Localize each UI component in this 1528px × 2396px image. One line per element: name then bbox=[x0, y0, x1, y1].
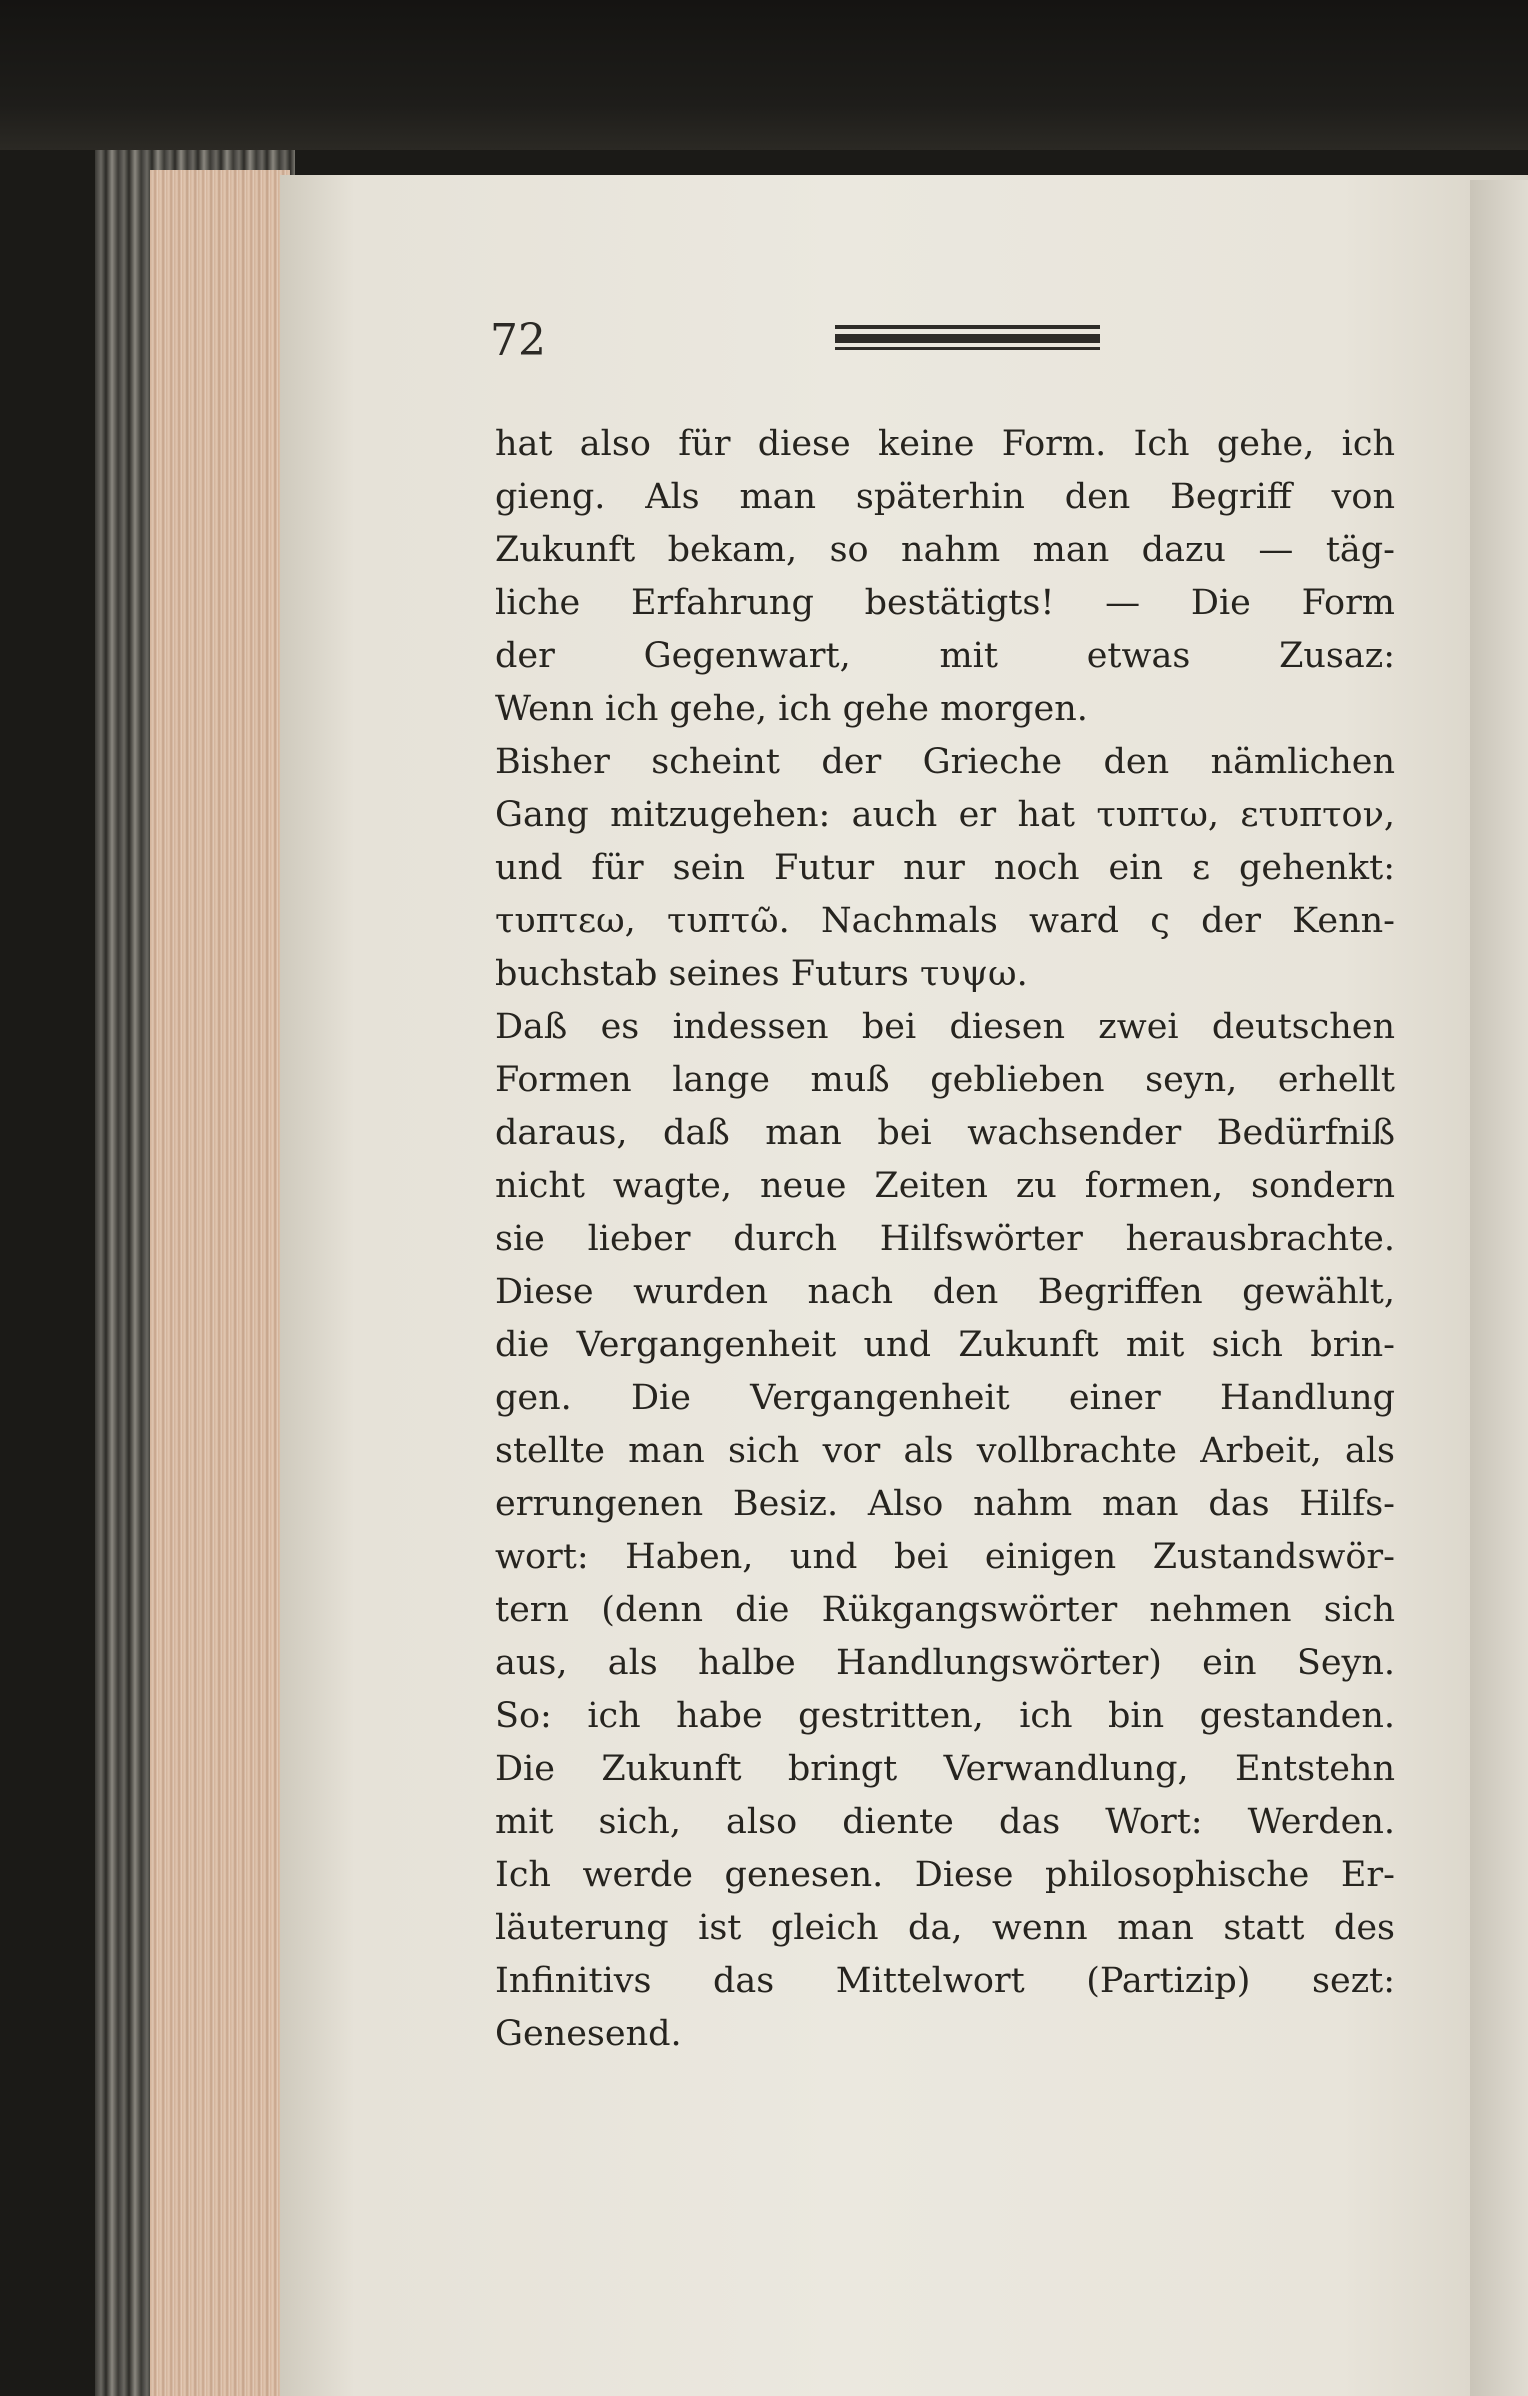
text-line: wort: Haben, und bei einigen Zustandswör- bbox=[495, 1537, 1395, 1577]
text-line: mit sich, also diente das Wort: Werden. bbox=[495, 1802, 1395, 1842]
text-line: stellte man sich vor als vollbrachte Arbeit, als bbox=[495, 1431, 1395, 1471]
text-line: Formen lange muß geblieben seyn, erhellt bbox=[495, 1060, 1395, 1100]
facing-page-edge bbox=[1470, 180, 1528, 2396]
page-stack-edges bbox=[150, 170, 290, 2396]
text-line: liche Erfahrung bestätigts! — Die Form bbox=[495, 583, 1395, 623]
text-line: errungenen Besiz. Also nahm man das Hilfs- bbox=[495, 1484, 1395, 1524]
text-line: Infinitivs das Mittelwort (Partizip) sezt: bbox=[495, 1961, 1395, 2001]
body-text bbox=[495, 418, 1395, 2061]
text-line: Wenn ich gehe, ich gehe morgen. bbox=[495, 689, 1088, 729]
text-line: aus, als halbe Handlungswörter) ein Seyn. bbox=[495, 1643, 1395, 1683]
text-line: daraus, daß man bei wachsender Bedürfniß bbox=[495, 1113, 1395, 1153]
text-line: Daß es indessen bei diesen zwei deutschen bbox=[495, 1007, 1395, 1047]
text-line: der Gegenwart, mit etwas Zusaz: bbox=[495, 636, 1395, 676]
text-line: Ich werde genesen. Diese philosophische Er- bbox=[495, 1855, 1395, 1895]
text-line: Gang mitzugehen: auch er hat τυπτω, ετυπτον, bbox=[495, 795, 1395, 835]
text-line: τυπτεω, τυπτῶ. Nachmals ward ς der Kenn- bbox=[495, 901, 1395, 941]
header-ornament-rule bbox=[835, 325, 1100, 353]
text-line: nicht wagte, neue Zeiten zu formen, sondern bbox=[495, 1166, 1395, 1206]
text-line: gieng. Als man späterhin den Begriff von bbox=[495, 477, 1395, 517]
text-line: die Vergangenheit und Zukunft mit sich brin- bbox=[495, 1325, 1395, 1365]
page-number: 72 bbox=[490, 315, 546, 366]
text-line: gen. Die Vergangenheit einer Handlung bbox=[495, 1378, 1395, 1418]
text-line: Die Zukunft bringt Verwandlung, Entstehn bbox=[495, 1749, 1395, 1789]
text-line: Diese wurden nach den Begriffen gewählt, bbox=[495, 1272, 1395, 1312]
page-header bbox=[490, 315, 1090, 365]
text-line: buchstab seines Futurs τυψω. bbox=[495, 954, 1028, 994]
text-line: tern (denn die Rükgangswörter nehmen sich bbox=[495, 1590, 1395, 1630]
text-line: Genesend. bbox=[495, 2014, 682, 2054]
scan-background bbox=[0, 0, 1528, 150]
text-line: und für sein Futur nur noch ein ε gehenkt: bbox=[495, 848, 1395, 888]
text-line: Bisher scheint der Grieche den nämlichen bbox=[495, 742, 1395, 782]
text-line: So: ich habe gestritten, ich bin gestanden. bbox=[495, 1696, 1395, 1736]
text-line: läuterung ist gleich da, wenn man statt des bbox=[495, 1908, 1395, 1948]
text-line: Zukunft bekam, so nahm man dazu — täg- bbox=[495, 530, 1395, 570]
text-line: hat also für diese keine Form. Ich gehe, ich bbox=[495, 424, 1395, 464]
text-line: sie lieber durch Hilfswörter herausbrachte. bbox=[495, 1219, 1395, 1259]
